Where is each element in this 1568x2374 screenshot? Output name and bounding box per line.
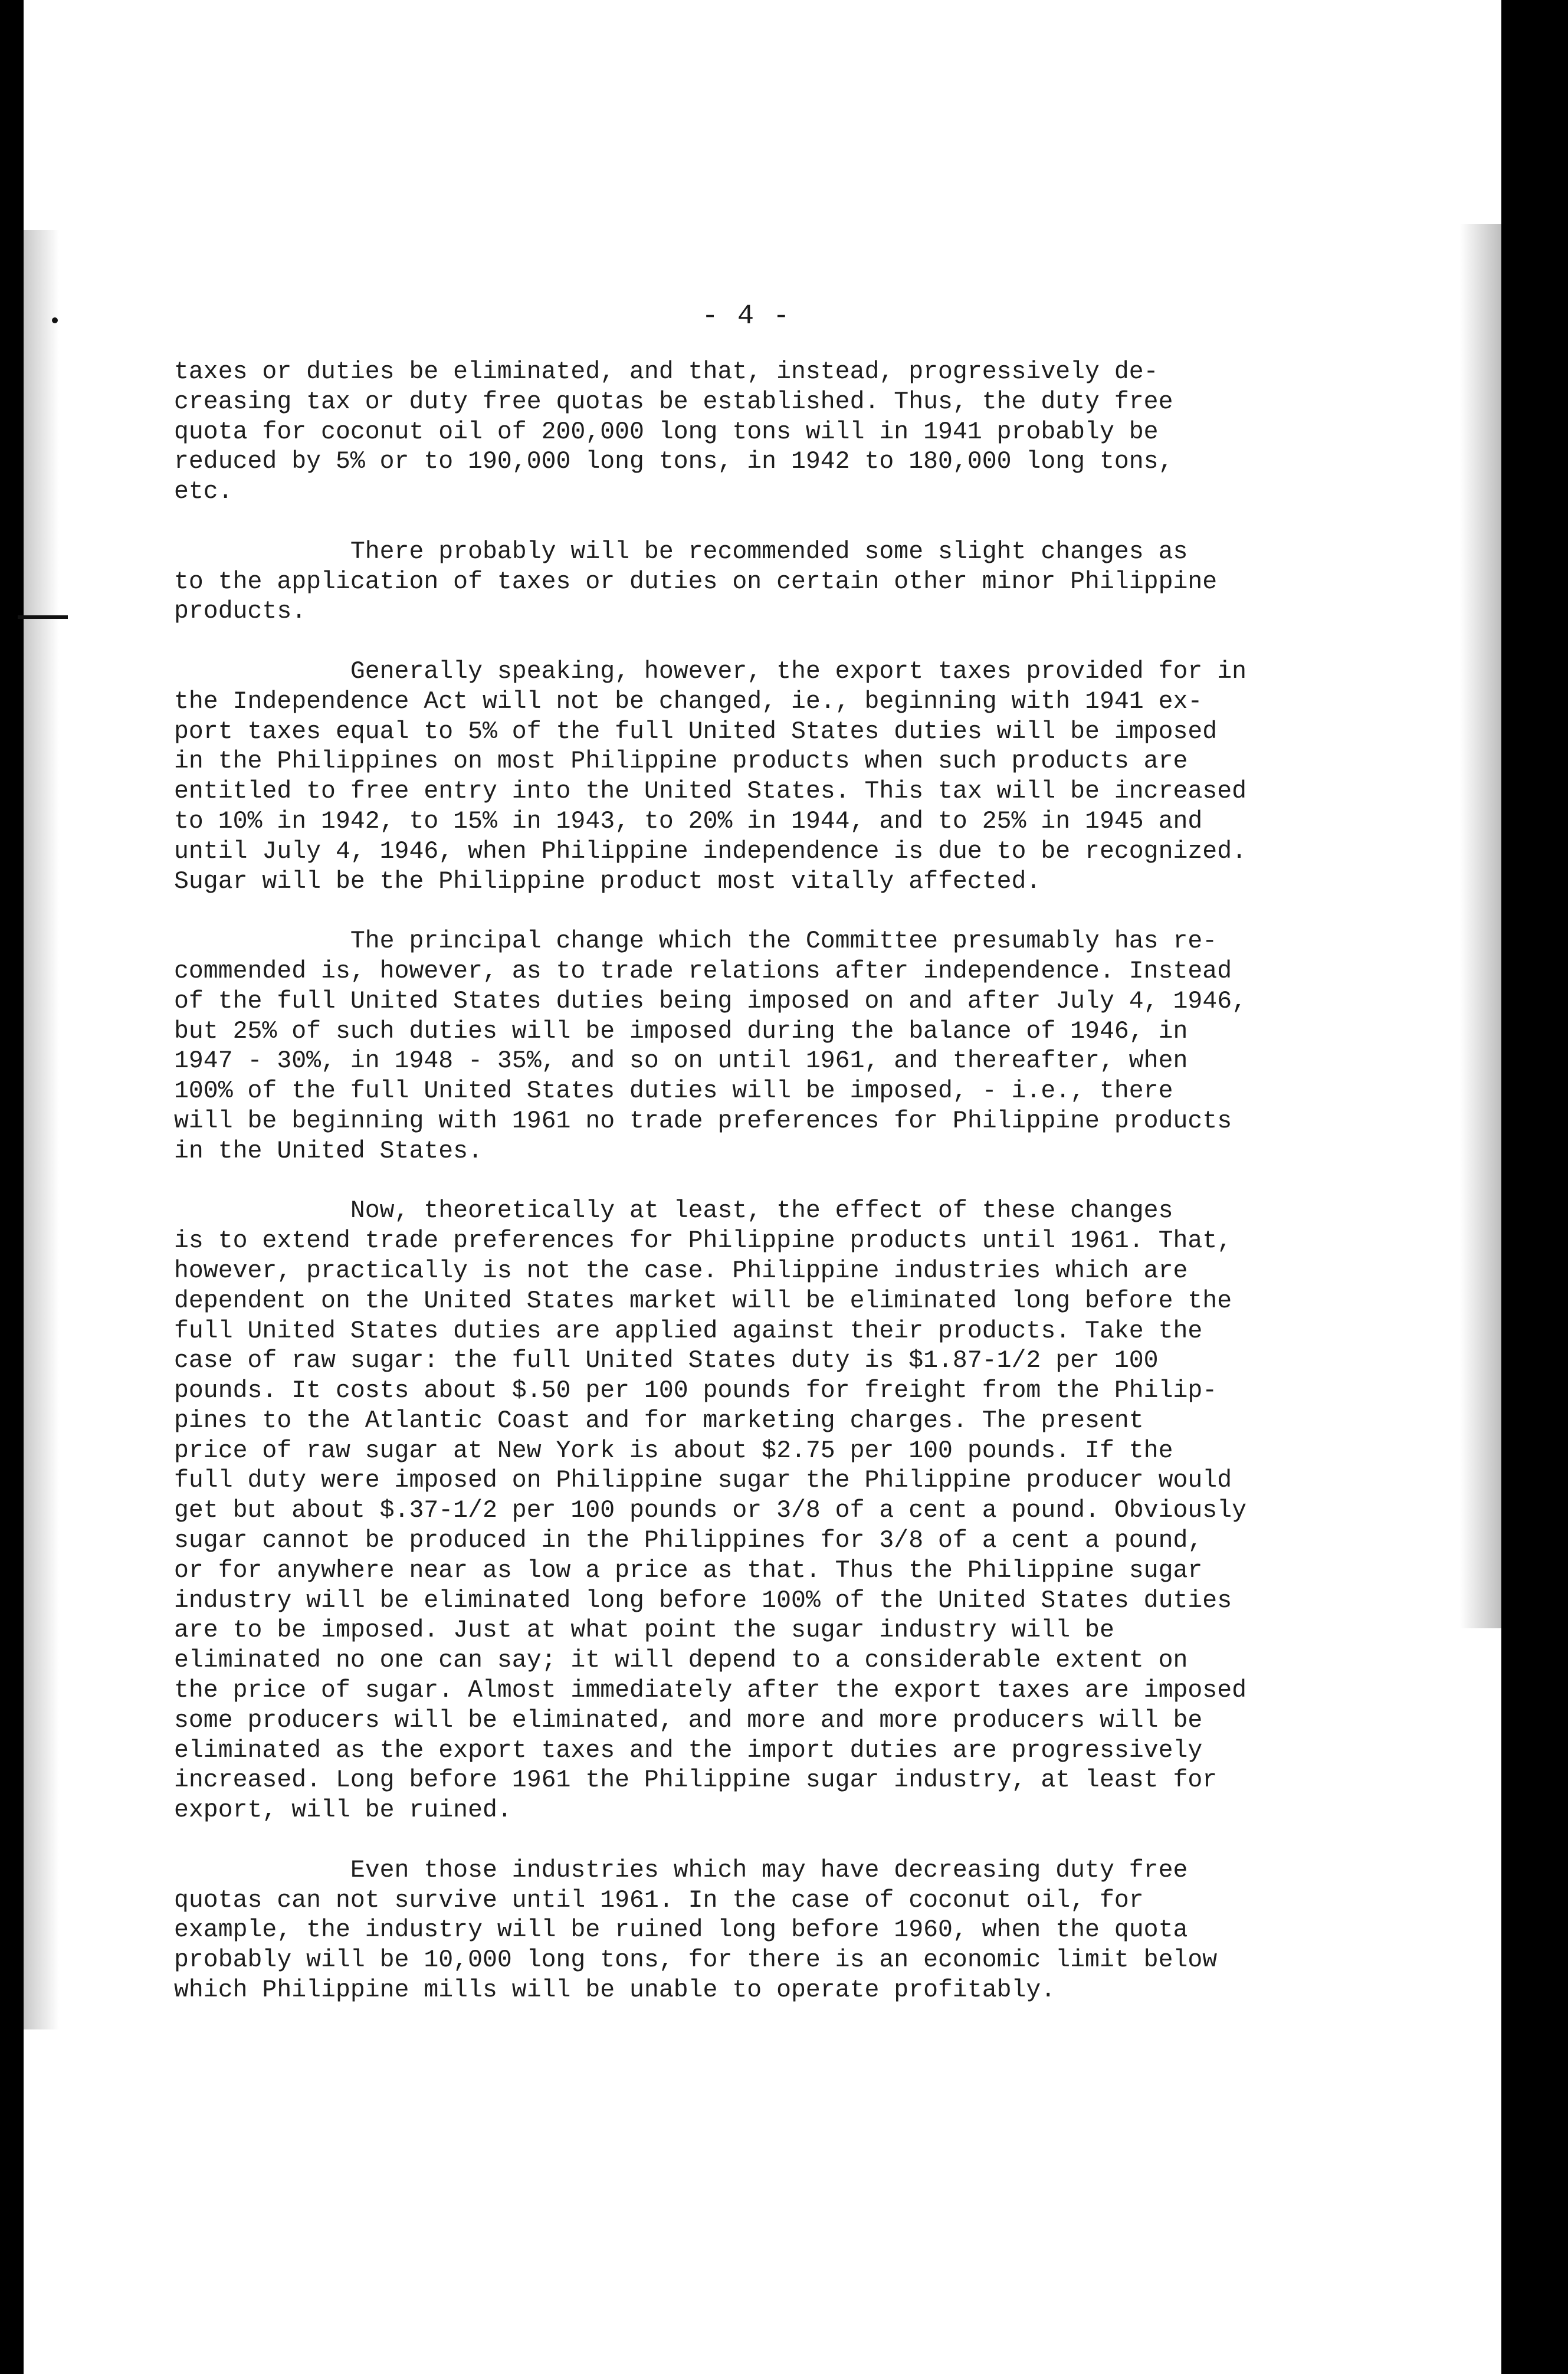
text-line: the Independence Act will not be changed, ie., beginning with 1941 ex-: [174, 687, 1203, 716]
text-line: eliminated no one can say; it will depend to a considerable extent on: [174, 1647, 1188, 1675]
text-line: which Philippine mills will be unable to operate profitably.: [174, 1976, 1056, 2005]
text-line: etc.: [174, 478, 233, 506]
paper-left-edge-shadow: [24, 230, 59, 2029]
text-line: in the United States.: [174, 1137, 483, 1165]
paragraph: [174, 1196, 1519, 1826]
document-body: [174, 358, 1519, 2036]
text-line: commended is, however, as to trade relations after independence. Instead: [174, 957, 1232, 985]
text-line: There probably will be recommended some slight changes as: [174, 537, 1188, 566]
text-line: port taxes equal to 5% of the full United States duties will be imposed: [174, 717, 1218, 746]
text-line: probably will be 10,000 long tons, for there is an economic limit below: [174, 1946, 1218, 1975]
text-line: or for anywhere near as low a price as that. Thus the Philippine sugar: [174, 1556, 1203, 1585]
text-line: export, will be ruined.: [174, 1796, 512, 1825]
text-line: until July 4, 1946, when Philippine independence is due to be recognized.: [174, 837, 1246, 865]
text-line: Sugar will be the Philippine product most vitally affected.: [174, 867, 1041, 896]
text-line: quota for coconut oil of 200,000 long tons will in 1941 probably be: [174, 418, 1159, 446]
paragraph: [174, 358, 1519, 507]
document-page: [24, 0, 1501, 2374]
text-line: Even those industries which may have decreasing duty free: [174, 1856, 1188, 1884]
text-line: however, practically is not the case. Philippine industries which are: [174, 1257, 1188, 1285]
paragraph: [174, 657, 1519, 897]
text-line: creasing tax or duty free quotas be established. Thus, the duty free: [174, 388, 1173, 416]
text-line: reduced by 5% or to 190,000 long tons, in 1942 to 180,000 long tons,: [174, 448, 1173, 476]
text-line: Generally speaking, however, the export taxes provided for in: [174, 657, 1246, 686]
text-line: increased. Long before 1961 the Philippine sugar industry, at least for: [174, 1766, 1218, 1795]
margin-dash-mark: [18, 615, 68, 619]
page-number: - 4 -: [701, 301, 791, 332]
text-line: entitled to free entry into the United States. This tax will be increased: [174, 778, 1246, 806]
text-line: dependent on the United States market will be eliminated long before the: [174, 1287, 1232, 1315]
paragraph: [174, 537, 1519, 627]
text-line: price of raw sugar at New York is about $2.75 per 100 pounds. If the: [174, 1437, 1173, 1465]
margin-dot-mark: [52, 317, 58, 323]
text-line: some producers will be eliminated, and more and more producers will be: [174, 1706, 1203, 1734]
text-line: the price of sugar. Almost immediately after the export taxes are imposed: [174, 1677, 1246, 1705]
text-line: get but about $.37-1/2 per 100 pounds or 3/8 of a cent a pound. Obviously: [174, 1497, 1246, 1525]
text-line: products.: [174, 598, 307, 626]
text-line: taxes or duties be eliminated, and that, instead, progressively de-: [174, 358, 1159, 386]
text-line: of the full United States duties being imposed on and after July 4, 1946,: [174, 987, 1246, 1015]
text-line: to the application of taxes or duties on certain other minor Philippine: [174, 568, 1218, 596]
text-line: industry will be eliminated long before 100% of the United States duties: [174, 1586, 1232, 1615]
text-line: pounds. It costs about $.50 per 100 pounds for freight from the Philip-: [174, 1377, 1218, 1405]
text-line: eliminated as the export taxes and the import duties are progressively: [174, 1736, 1203, 1765]
text-line: pines to the Atlantic Coast and for marketing charges. The present: [174, 1406, 1144, 1435]
paragraph: [174, 1856, 1519, 2006]
text-line: Now, theoretically at least, the effect of these changes: [174, 1197, 1173, 1225]
text-line: full United States duties are applied against their products. Take the: [174, 1317, 1203, 1345]
text-line: 1947 - 30%, in 1948 - 35%, and so on until 1961, and thereafter, when: [174, 1047, 1188, 1075]
text-line: quotas can not survive until 1961. In the case of coconut oil, for: [174, 1886, 1144, 1914]
text-line: The principal change which the Committee presumably has re-: [174, 927, 1218, 956]
text-line: sugar cannot be produced in the Philippines for 3/8 of a cent a pound,: [174, 1527, 1203, 1555]
text-line: full duty were imposed on Philippine sugar the Philippine producer would: [174, 1467, 1232, 1495]
text-line: case of raw sugar: the full United States duty is $1.87-1/2 per 100: [174, 1347, 1159, 1375]
text-line: in the Philippines on most Philippine products when such products are: [174, 747, 1188, 776]
text-line: example, the industry will be ruined long before 1960, when the quota: [174, 1916, 1188, 1945]
text-line: to 10% in 1942, to 15% in 1943, to 20% in 1944, and to 25% in 1945 and: [174, 807, 1203, 835]
text-line: will be beginning with 1961 no trade preferences for Philippine products: [174, 1107, 1232, 1135]
text-line: are to be imposed. Just at what point the sugar industry will be: [174, 1616, 1114, 1645]
text-line: 100% of the full United States duties will be imposed, - i.e., there: [174, 1077, 1173, 1106]
paragraph: [174, 927, 1519, 1166]
text-line: is to extend trade preferences for Philippine products until 1961. That,: [174, 1227, 1232, 1255]
text-line: but 25% of such duties will be imposed during the balance of 1946, in: [174, 1017, 1188, 1045]
